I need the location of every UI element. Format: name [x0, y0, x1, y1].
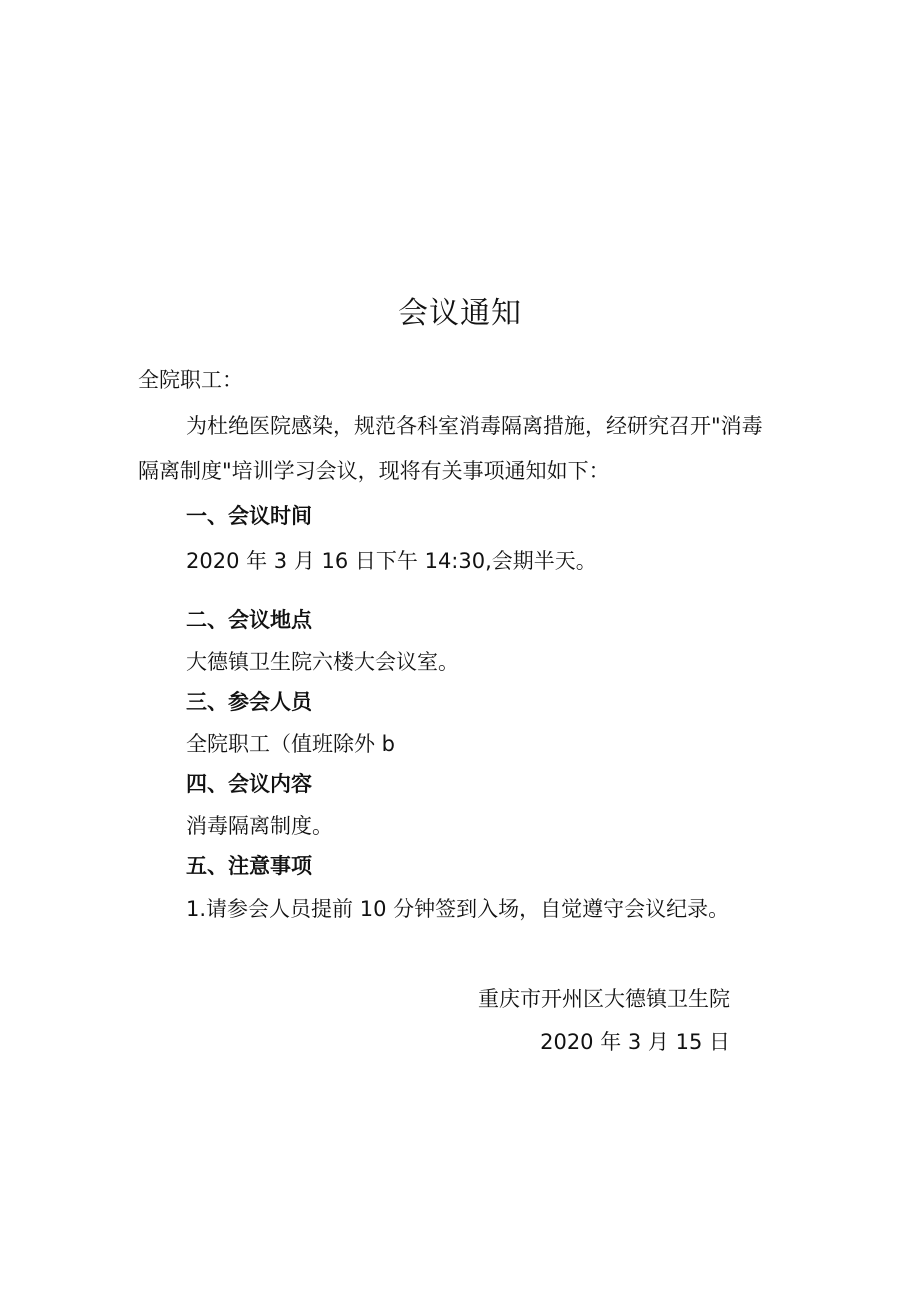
intro-line-1: 为杜绝医院感染，规范各科室消毒隔离措施，经研究召开"消毒 — [186, 414, 763, 438]
section-heading-notes: 五、注意事项 — [186, 854, 312, 878]
section-heading-content: 四、会议内容 — [186, 772, 312, 796]
section-content-notes: 1.请参会人员提前 10 分钟签到入场，自觉遵守会议纪录。 — [186, 897, 730, 921]
signature-organization: 重庆市开州区大德镇卫生院 — [478, 987, 730, 1011]
section-content-time: 2020 年 3 月 16 日下午 14:30,会期半天。 — [186, 549, 597, 573]
signature-date: 2020 年 3 月 15 日 — [540, 1030, 730, 1054]
section-heading-location: 二、会议地点 — [186, 608, 312, 632]
salutation: 全院职工： — [138, 368, 243, 392]
notice-title: 会议通知 — [398, 296, 522, 331]
section-content-location: 大德镇卫生院六楼大会议室。 — [186, 650, 459, 674]
section-heading-attendees: 三、参会人员 — [186, 690, 312, 714]
section-heading-time: 一、会议时间 — [186, 504, 312, 528]
intro-line-2: 隔离制度"培训学习会议，现将有关事项通知如下： — [138, 459, 610, 483]
section-content-content: 消毒隔离制度。 — [186, 814, 333, 838]
section-content-attendees: 全院职工（值班除外 b — [186, 732, 396, 756]
